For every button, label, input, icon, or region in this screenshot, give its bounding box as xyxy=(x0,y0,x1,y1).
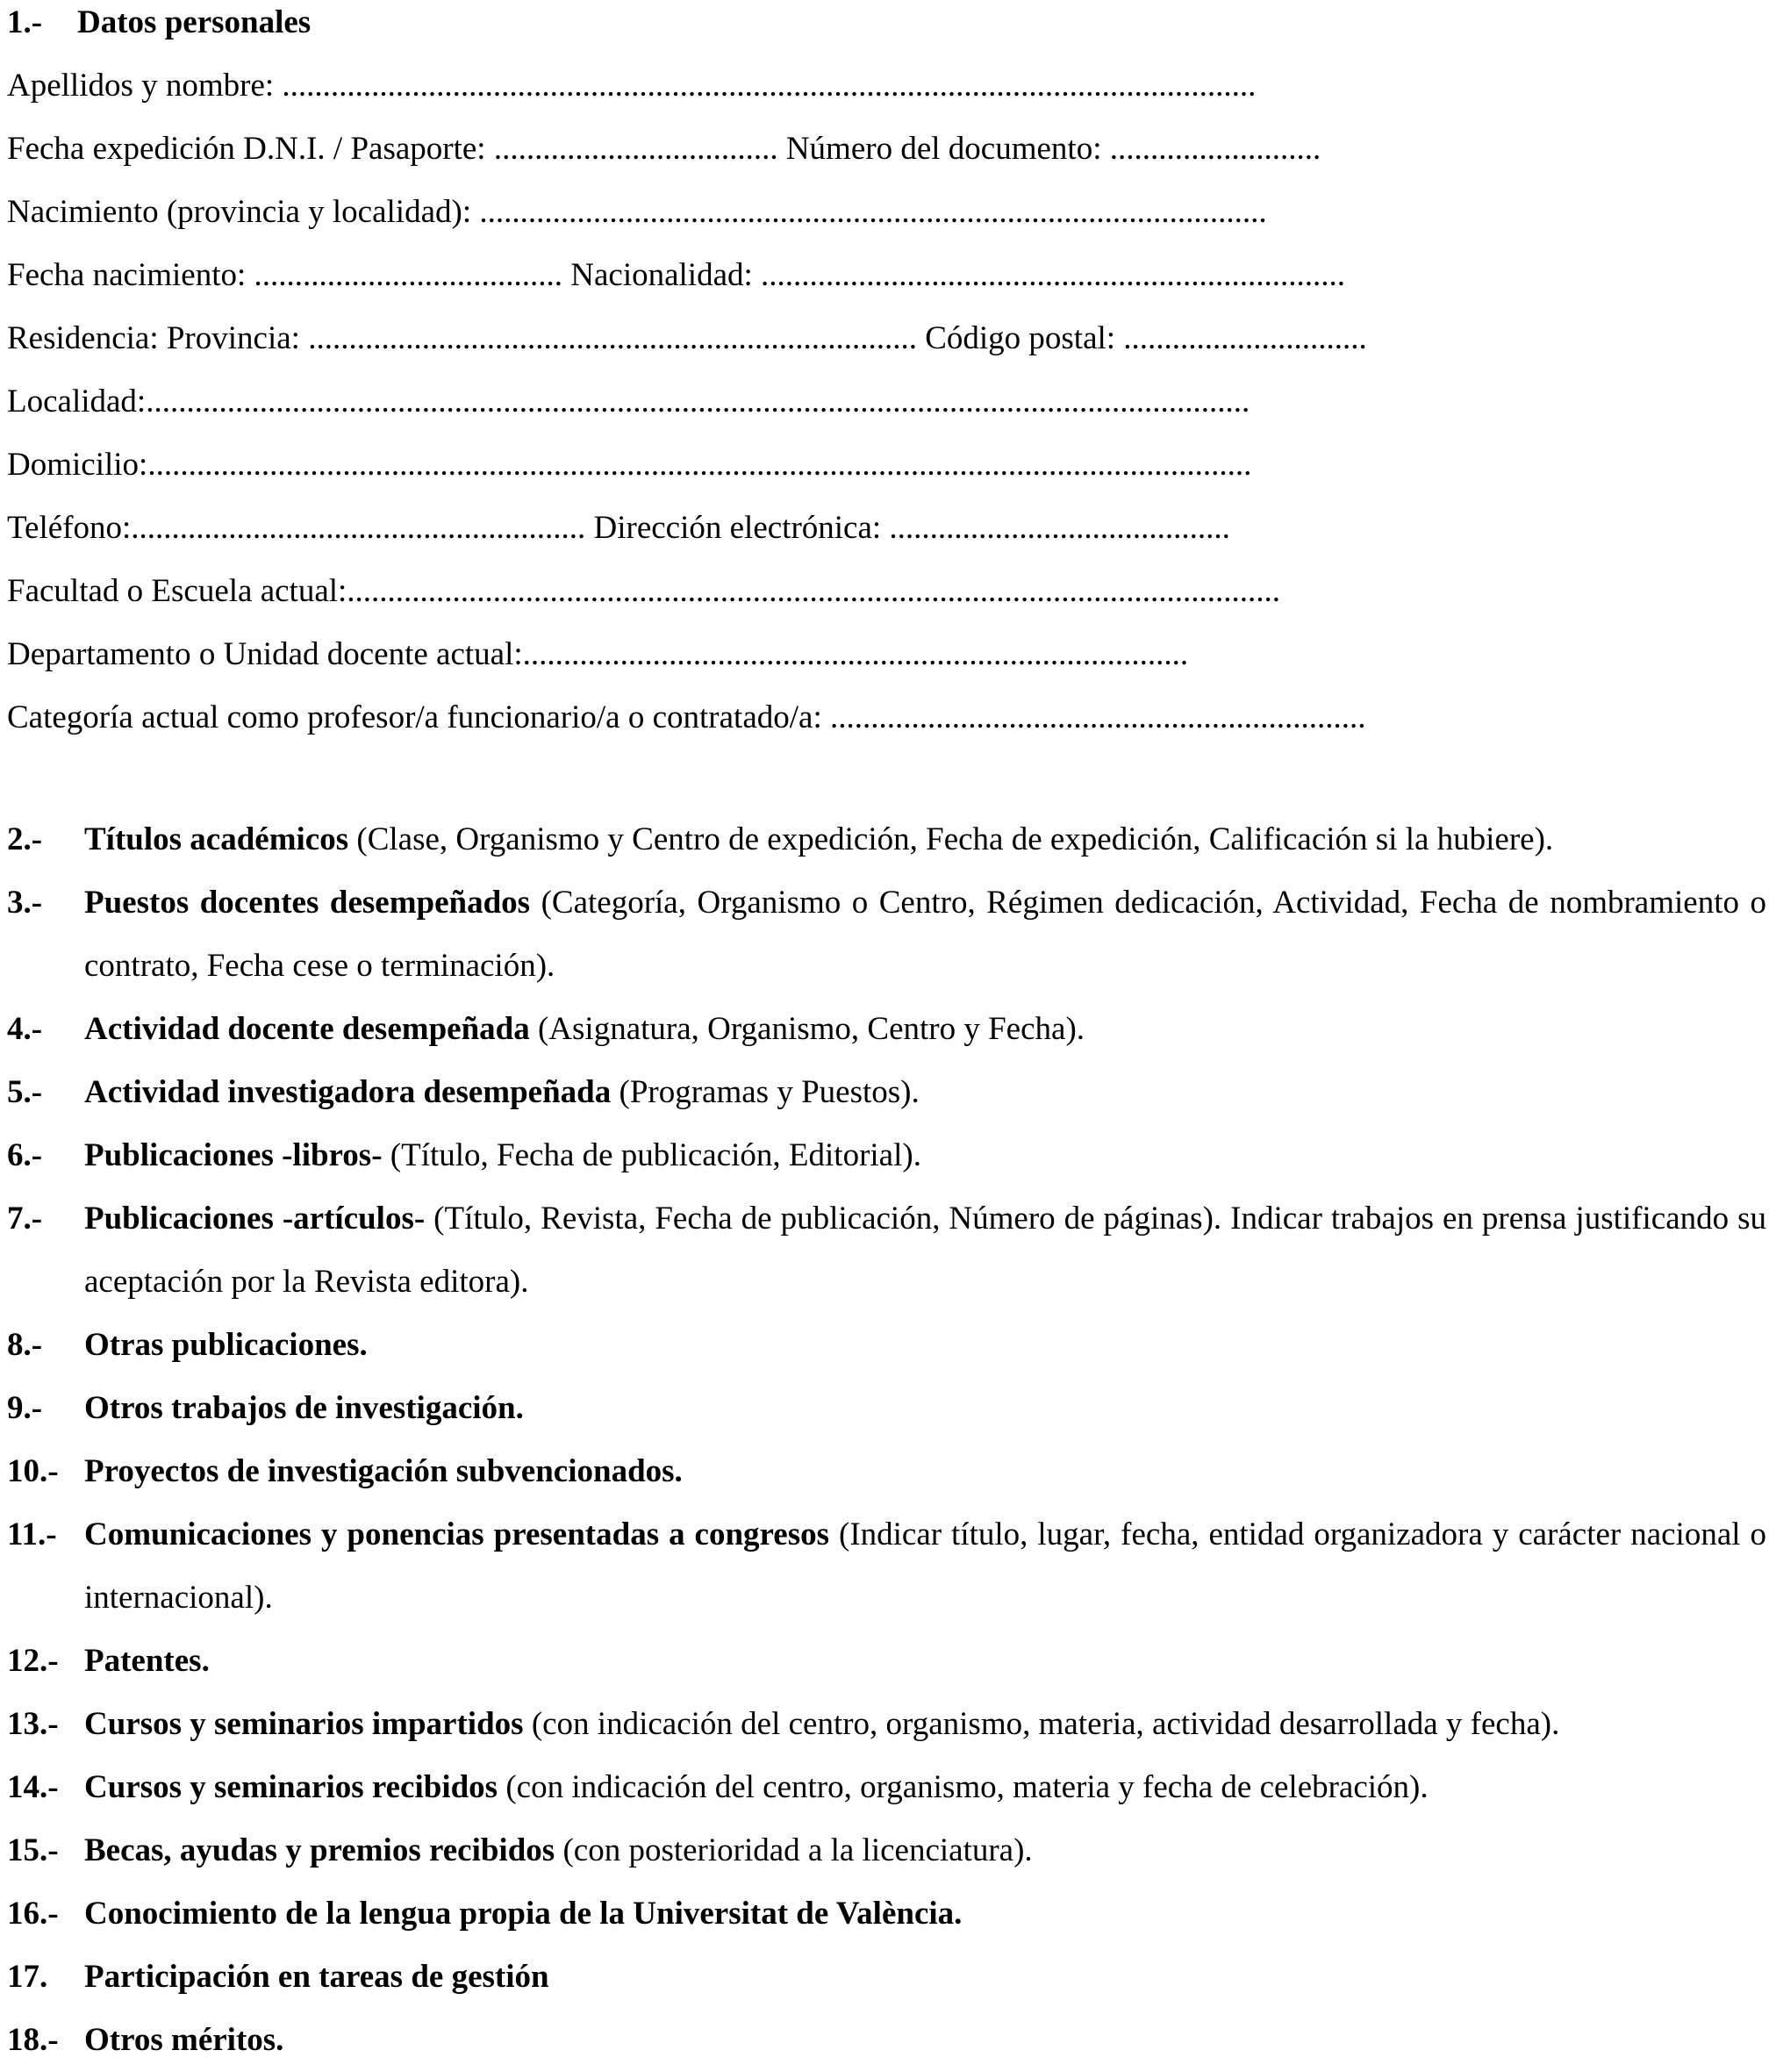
item-number: 10.- xyxy=(7,1453,59,1489)
field-residencia: Residencia: Provincia: ........................................................................... Código postal: .............................. xyxy=(7,320,1367,356)
item-detail: (Programas y Puestos). xyxy=(611,1074,920,1110)
item-title: Actividad investigadora desempeñada xyxy=(84,1074,612,1110)
item-title: Proyectos de investigación subvencionados. xyxy=(84,1453,683,1489)
list-item xyxy=(7,1440,1766,1503)
item-detail: (Título, Fecha de publicación, Editorial). xyxy=(382,1137,921,1173)
item-text xyxy=(84,1061,1766,1124)
item-title: Conocimiento de la lengua propia de la Universitat de València. xyxy=(84,1896,963,1932)
item-number: 17. xyxy=(7,1959,48,1995)
field-nacimiento: Nacimiento (provincia y localidad): ................................................................................................. xyxy=(7,194,1267,230)
field-fecha-nacimiento: Fecha nacimiento: ...................................... Nacionalidad: ........................................................................ xyxy=(7,257,1346,293)
item-title: Puestos docentes desempeñados xyxy=(84,885,531,921)
item-detail: (Título, Revista, Fecha de publicación, Número de páginas). Indicar trabajos en prensa justificando su aceptación por la Revista editora). xyxy=(84,1201,1766,1300)
field-localidad: Localidad:........................................................................................................................................ xyxy=(7,384,1250,419)
item-number: 12.- xyxy=(7,1643,59,1679)
list-item xyxy=(7,1314,1766,1377)
field-apellidos-nombre: Apellidos y nombre: ........................................................................................................................ xyxy=(7,68,1257,104)
item-title: Cursos y seminarios impartidos xyxy=(84,1706,524,1742)
item-text xyxy=(84,1503,1766,1630)
item-detail: (Clase, Organismo y Centro de expedición, Fecha de expedición, Calificación si la hubiere). xyxy=(348,821,1554,857)
field-categoria: Categoría actual como profesor/a funcionario/a o contratado/a: .................................................................. xyxy=(7,699,1366,735)
item-title: Actividad docente desempeñada xyxy=(84,1011,530,1047)
item-number: 13.- xyxy=(7,1706,59,1742)
item-number: 2.- xyxy=(7,821,43,857)
list-item xyxy=(7,1061,1766,1124)
item-title: Publicaciones -libros- xyxy=(84,1137,383,1173)
field-facultad: Facultad o Escuela actual:................................................................................................................... xyxy=(7,573,1281,609)
item-text xyxy=(84,1377,1766,1440)
field-fecha-expedicion: Fecha expedición D.N.I. / Pasaporte: ................................... Número del documento: .......................... xyxy=(7,131,1321,167)
item-text xyxy=(84,871,1766,998)
list-item xyxy=(7,1377,1766,1440)
list-item xyxy=(7,1756,1766,1819)
item-text xyxy=(84,1946,1766,2009)
section-1-title: Datos personales xyxy=(77,4,312,40)
item-text xyxy=(84,2009,1766,2072)
item-number: 8.- xyxy=(7,1327,43,1363)
item-title: Cursos y seminarios recibidos xyxy=(84,1769,498,1805)
list-item xyxy=(7,1946,1766,2009)
field-telefono: Teléfono:........................................................ Dirección electrónica: .......................................... xyxy=(7,510,1230,546)
list-item xyxy=(7,1630,1766,1693)
item-number: 16.- xyxy=(7,1896,59,1932)
item-detail: (Indicar título, lugar, fecha, entidad organizadora y carácter nacional o internacional). xyxy=(84,1516,1767,1616)
list-item xyxy=(7,1819,1766,1882)
item-detail: (con indicación del centro, organismo, materia y fecha de celebración). xyxy=(498,1769,1429,1805)
item-number: 4.- xyxy=(7,1011,43,1047)
list-item xyxy=(7,2009,1766,2072)
item-detail: (con posterioridad a la licenciatura). xyxy=(555,1832,1033,1868)
item-number: 18.- xyxy=(7,2022,59,2058)
item-number: 6.- xyxy=(7,1137,43,1173)
list-item xyxy=(7,871,1766,998)
item-detail: (con indicación del centro, organismo, materia, actividad desarrollada y fecha). xyxy=(523,1706,1560,1742)
field-departamento: Departamento o Unidad docente actual:.................................................................................. xyxy=(7,636,1189,672)
item-detail: (Categoría, Organismo o Centro, Régimen dedicación, Actividad, Fecha de nombramiento o contrato, Fecha cese o terminación). xyxy=(84,885,1766,984)
list-item xyxy=(7,808,1766,871)
field-domicilio: Domicilio:........................................................................................................................................ xyxy=(7,447,1252,483)
item-text xyxy=(84,1440,1766,1503)
item-text xyxy=(84,1314,1766,1377)
item-title: Otras publicaciones. xyxy=(84,1327,368,1363)
item-number: 11.- xyxy=(7,1516,57,1552)
item-title: Comunicaciones y ponencias presentadas a congresos xyxy=(84,1516,830,1552)
list-item xyxy=(7,1124,1766,1187)
item-number: 3.- xyxy=(7,885,43,921)
item-text xyxy=(84,1187,1766,1314)
item-text xyxy=(84,808,1766,871)
item-text xyxy=(84,998,1766,1061)
list-item xyxy=(7,1693,1766,1756)
item-title: Títulos académicos xyxy=(84,821,349,857)
item-title: Otros trabajos de investigación. xyxy=(84,1390,524,1426)
item-text xyxy=(84,1819,1766,1882)
item-number: 14.- xyxy=(7,1769,59,1805)
list-item xyxy=(7,1187,1766,1314)
item-title: Becas, ayudas y premios recibidos xyxy=(84,1832,555,1868)
list-item xyxy=(7,998,1766,1061)
item-text xyxy=(84,1756,1766,1819)
item-number: 5.- xyxy=(7,1074,43,1110)
item-text xyxy=(84,1882,1766,1946)
item-number: 15.- xyxy=(7,1832,59,1868)
item-detail: (Asignatura, Organismo, Centro y Fecha). xyxy=(529,1011,1085,1047)
item-title: Participación en tareas de gestión xyxy=(84,1959,549,1995)
item-number: 7.- xyxy=(7,1201,43,1237)
section-1-number: 1.- xyxy=(7,4,43,40)
item-title: Publicaciones -artículos- xyxy=(84,1201,426,1237)
list-item xyxy=(7,1503,1766,1630)
item-number: 9.- xyxy=(7,1390,43,1426)
list-item xyxy=(7,1882,1766,1946)
item-title: Patentes. xyxy=(84,1643,210,1679)
item-title: Otros méritos. xyxy=(84,2022,284,2058)
section-1-heading xyxy=(7,2,311,44)
item-text xyxy=(84,1124,1766,1187)
item-text xyxy=(84,1693,1766,1756)
item-text xyxy=(84,1630,1766,1693)
